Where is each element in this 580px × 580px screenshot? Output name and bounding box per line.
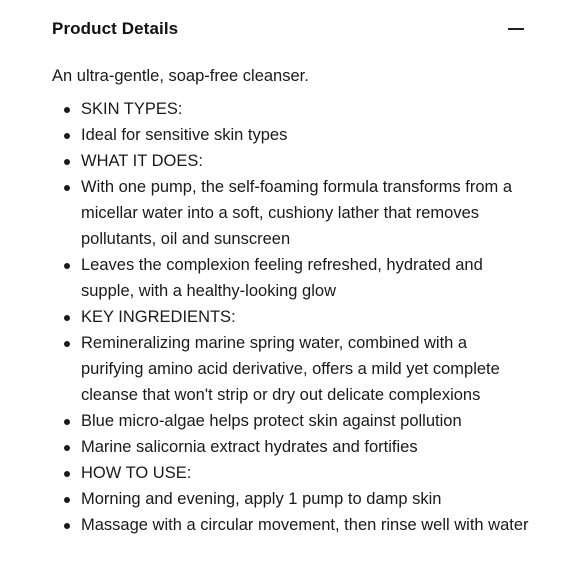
- list-item-text: Marine salicornia extract hydrates and fortifies: [81, 438, 418, 456]
- bullet-icon: [64, 185, 70, 191]
- bullet-icon: [64, 107, 70, 113]
- product-details-content: [52, 63, 532, 538]
- list-item-text: Blue micro-algae helps protect skin against pollution: [81, 412, 462, 430]
- bullet-icon: [64, 133, 70, 139]
- details-list: [52, 96, 532, 538]
- bullet-icon: [64, 497, 70, 503]
- bullet-icon: [64, 471, 70, 477]
- list-item: [52, 122, 532, 148]
- list-item: [52, 174, 532, 252]
- list-item: [52, 434, 532, 460]
- bullet-icon: [64, 159, 70, 165]
- list-item: [52, 330, 532, 408]
- list-item-text: HOW TO USE:: [81, 464, 192, 482]
- bullet-icon: [64, 445, 70, 451]
- list-item: [52, 252, 532, 304]
- list-item-text: With one pump, the self-foaming formula transforms from a micellar water into a soft, cushiony lather that removes pollutants, oil and sunscreen: [81, 178, 512, 248]
- list-item-text: Morning and evening, apply 1 pump to damp skin: [81, 490, 442, 508]
- list-item: [52, 512, 532, 538]
- list-item-text: WHAT IT DOES:: [81, 152, 203, 170]
- list-item: [52, 148, 532, 174]
- bullet-icon: [64, 419, 70, 425]
- minus-icon[interactable]: [508, 21, 524, 37]
- list-item-text: Remineralizing marine spring water, combined with a purifying amino acid derivative, offers a mild yet complete cleanse that won't strip or dry out delicate complexions: [81, 334, 500, 404]
- bullet-icon: [64, 523, 70, 529]
- bullet-icon: [64, 263, 70, 269]
- list-item-text: SKIN TYPES:: [81, 100, 183, 118]
- bullet-icon: [64, 341, 70, 347]
- list-item-text: Leaves the complexion feeling refreshed, hydrated and supple, with a healthy-looking glow: [81, 256, 483, 300]
- list-item-text: KEY INGREDIENTS:: [81, 308, 236, 326]
- list-item-text: Massage with a circular movement, then rinse well with water: [81, 516, 529, 534]
- list-item-text: Ideal for sensitive skin types: [81, 126, 288, 144]
- product-details-accordion-header[interactable]: [52, 14, 526, 44]
- list-item: [52, 460, 532, 486]
- list-item: [52, 408, 532, 434]
- list-item: [52, 304, 532, 330]
- list-item: [52, 96, 532, 122]
- accordion-title: Product Details: [52, 19, 179, 38]
- bullet-icon: [64, 315, 70, 321]
- list-item: [52, 486, 532, 512]
- product-intro: An ultra-gentle, soap-free cleanser.: [52, 67, 309, 85]
